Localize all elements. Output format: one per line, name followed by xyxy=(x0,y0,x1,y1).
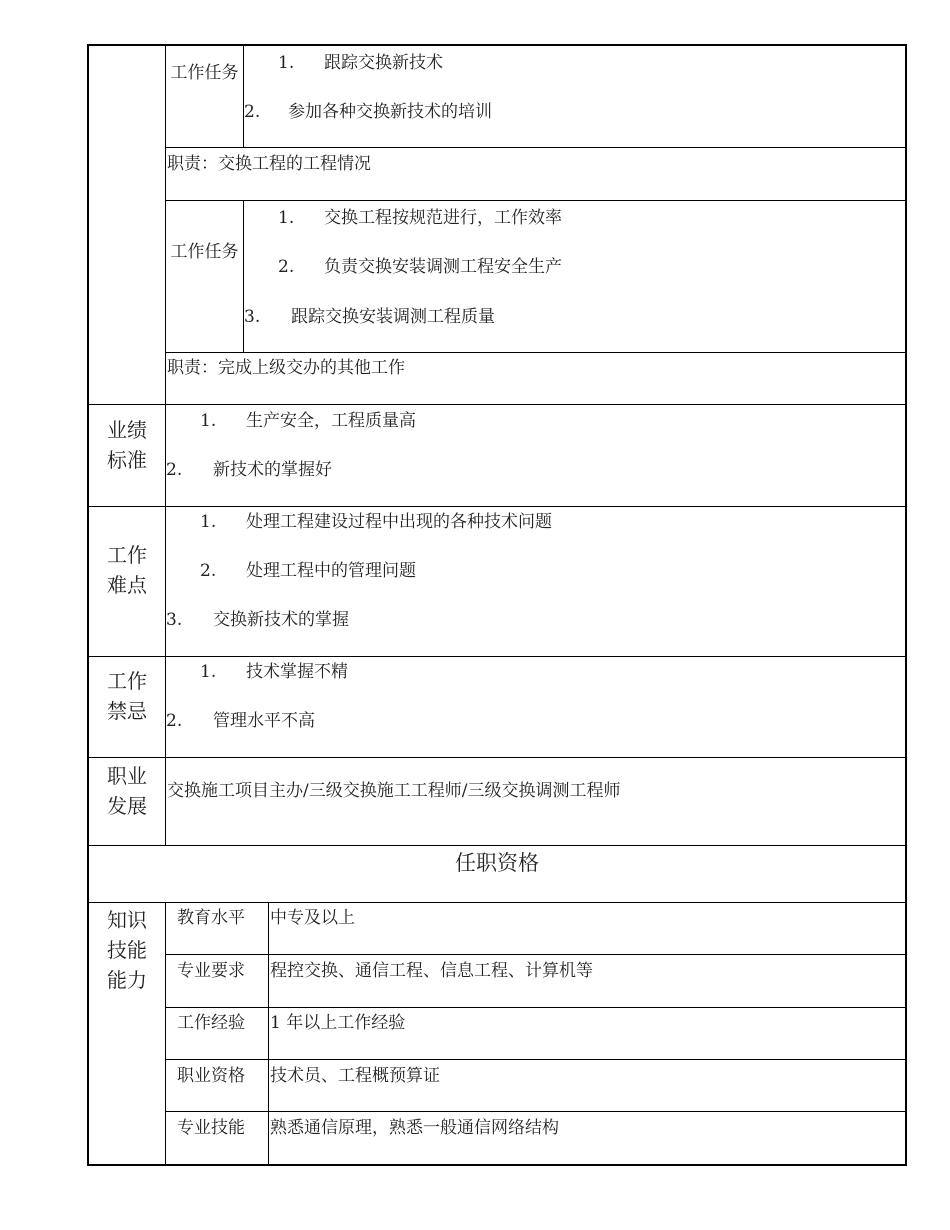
difficulty-item3-text: 交换新技术的掌握 xyxy=(213,610,349,630)
knowledge-row-value-certificate: 技术员、工程概预算证 xyxy=(270,1066,440,1086)
knowledge-row-label-certificate: 职业资格 xyxy=(177,1066,245,1086)
career-path-text: 交换施工项目主办/三级交换施工工程师/三级交换调测工程师 xyxy=(167,781,621,801)
difficulty-item1-text: 处理工程建设过程中出现的各种技术问题 xyxy=(246,512,552,532)
knowledge-row-value-experience: 1 年以上工作经验 xyxy=(270,1013,406,1033)
block2-item2-num: 2. xyxy=(278,257,295,277)
hline-1 xyxy=(165,147,906,148)
knowledge-row-label-experience: 工作经验 xyxy=(177,1013,245,1033)
qualification-title: 任职资格 xyxy=(455,851,539,875)
knowledge-row-value-education: 中专及以上 xyxy=(270,908,355,928)
taboo-item1-num: 1. xyxy=(200,662,217,682)
task-label-2: 工作任务 xyxy=(170,242,239,262)
hline-k4 xyxy=(165,1111,906,1112)
taboo-label: 工作禁忌 xyxy=(107,669,147,723)
task-label-1: 工作任务 xyxy=(170,63,239,83)
taboo-item2-num: 2. xyxy=(166,711,183,731)
taboo-item2-text: 管理水平不高 xyxy=(213,711,315,731)
duty-other-work: 职责：完成上级交办的其他工作 xyxy=(167,358,405,378)
block1-item1-text: 跟踪交换新技术 xyxy=(324,53,443,73)
block1-item2-text: 参加各种交换新技术的培训 xyxy=(288,102,492,122)
knowledge-row-label-education: 教育水平 xyxy=(177,908,245,928)
border-top xyxy=(87,44,907,46)
divider-knowledge-col xyxy=(268,902,269,1165)
performance-item1-text: 生产安全，工程质量高 xyxy=(246,411,416,431)
divider-task1 xyxy=(243,44,244,148)
difficulty-item3-num: 3. xyxy=(166,610,183,630)
hline-k3 xyxy=(165,1059,906,1060)
hline-2 xyxy=(165,200,906,201)
performance-item2-num: 2. xyxy=(166,460,183,480)
block2-item2-text: 负责交换安装调测工程安全生产 xyxy=(324,257,562,277)
knowledge-row-value-major: 程控交换、通信工程、信息工程、计算机等 xyxy=(270,961,593,981)
block2-item1-text: 交换工程按规范进行，工作效率 xyxy=(324,208,562,228)
hline-8 xyxy=(87,845,906,846)
block2-item3-text: 跟踪交换安装调测工程质量 xyxy=(291,307,495,327)
block2-item1-num: 1. xyxy=(278,208,295,228)
hline-3 xyxy=(165,352,906,353)
hline-k1 xyxy=(165,954,906,955)
difficulty-item2-num: 2. xyxy=(200,561,217,581)
hline-9 xyxy=(87,902,906,903)
performance-item2-text: 新技术的掌握好 xyxy=(213,460,332,480)
knowledge-row-value-skills: 熟悉通信原理，熟悉一般通信网络结构 xyxy=(270,1118,559,1138)
knowledge-label: 知识技能能力 xyxy=(107,908,147,992)
divider-task2 xyxy=(243,200,244,353)
difficulty-item2-text: 处理工程中的管理问题 xyxy=(246,561,416,581)
hline-4 xyxy=(87,404,906,405)
hline-k2 xyxy=(165,1007,906,1008)
border-bottom xyxy=(87,1164,907,1166)
hline-5 xyxy=(87,506,906,507)
border-left xyxy=(87,44,89,1166)
block1-item2-num: 2. xyxy=(244,102,261,122)
block1-item1-num: 1. xyxy=(278,53,295,73)
duty-engineering-status: 职责：交换工程的工程情况 xyxy=(167,154,371,174)
performance-item1-num: 1. xyxy=(200,411,217,431)
knowledge-row-label-major: 专业要求 xyxy=(177,961,245,981)
block2-item3-num: 3. xyxy=(244,307,261,327)
knowledge-row-label-skills: 专业技能 xyxy=(177,1118,245,1138)
difficulty-label: 工作难点 xyxy=(107,543,147,597)
hline-7 xyxy=(87,757,906,758)
performance-label: 业绩标准 xyxy=(107,418,147,472)
career-label: 职业发展 xyxy=(107,764,147,818)
border-right xyxy=(905,44,907,1166)
divider-col-left-2 xyxy=(165,902,166,1165)
taboo-item1-text: 技术掌握不精 xyxy=(246,662,348,682)
difficulty-item1-num: 1. xyxy=(200,512,217,532)
hline-6 xyxy=(87,656,906,657)
